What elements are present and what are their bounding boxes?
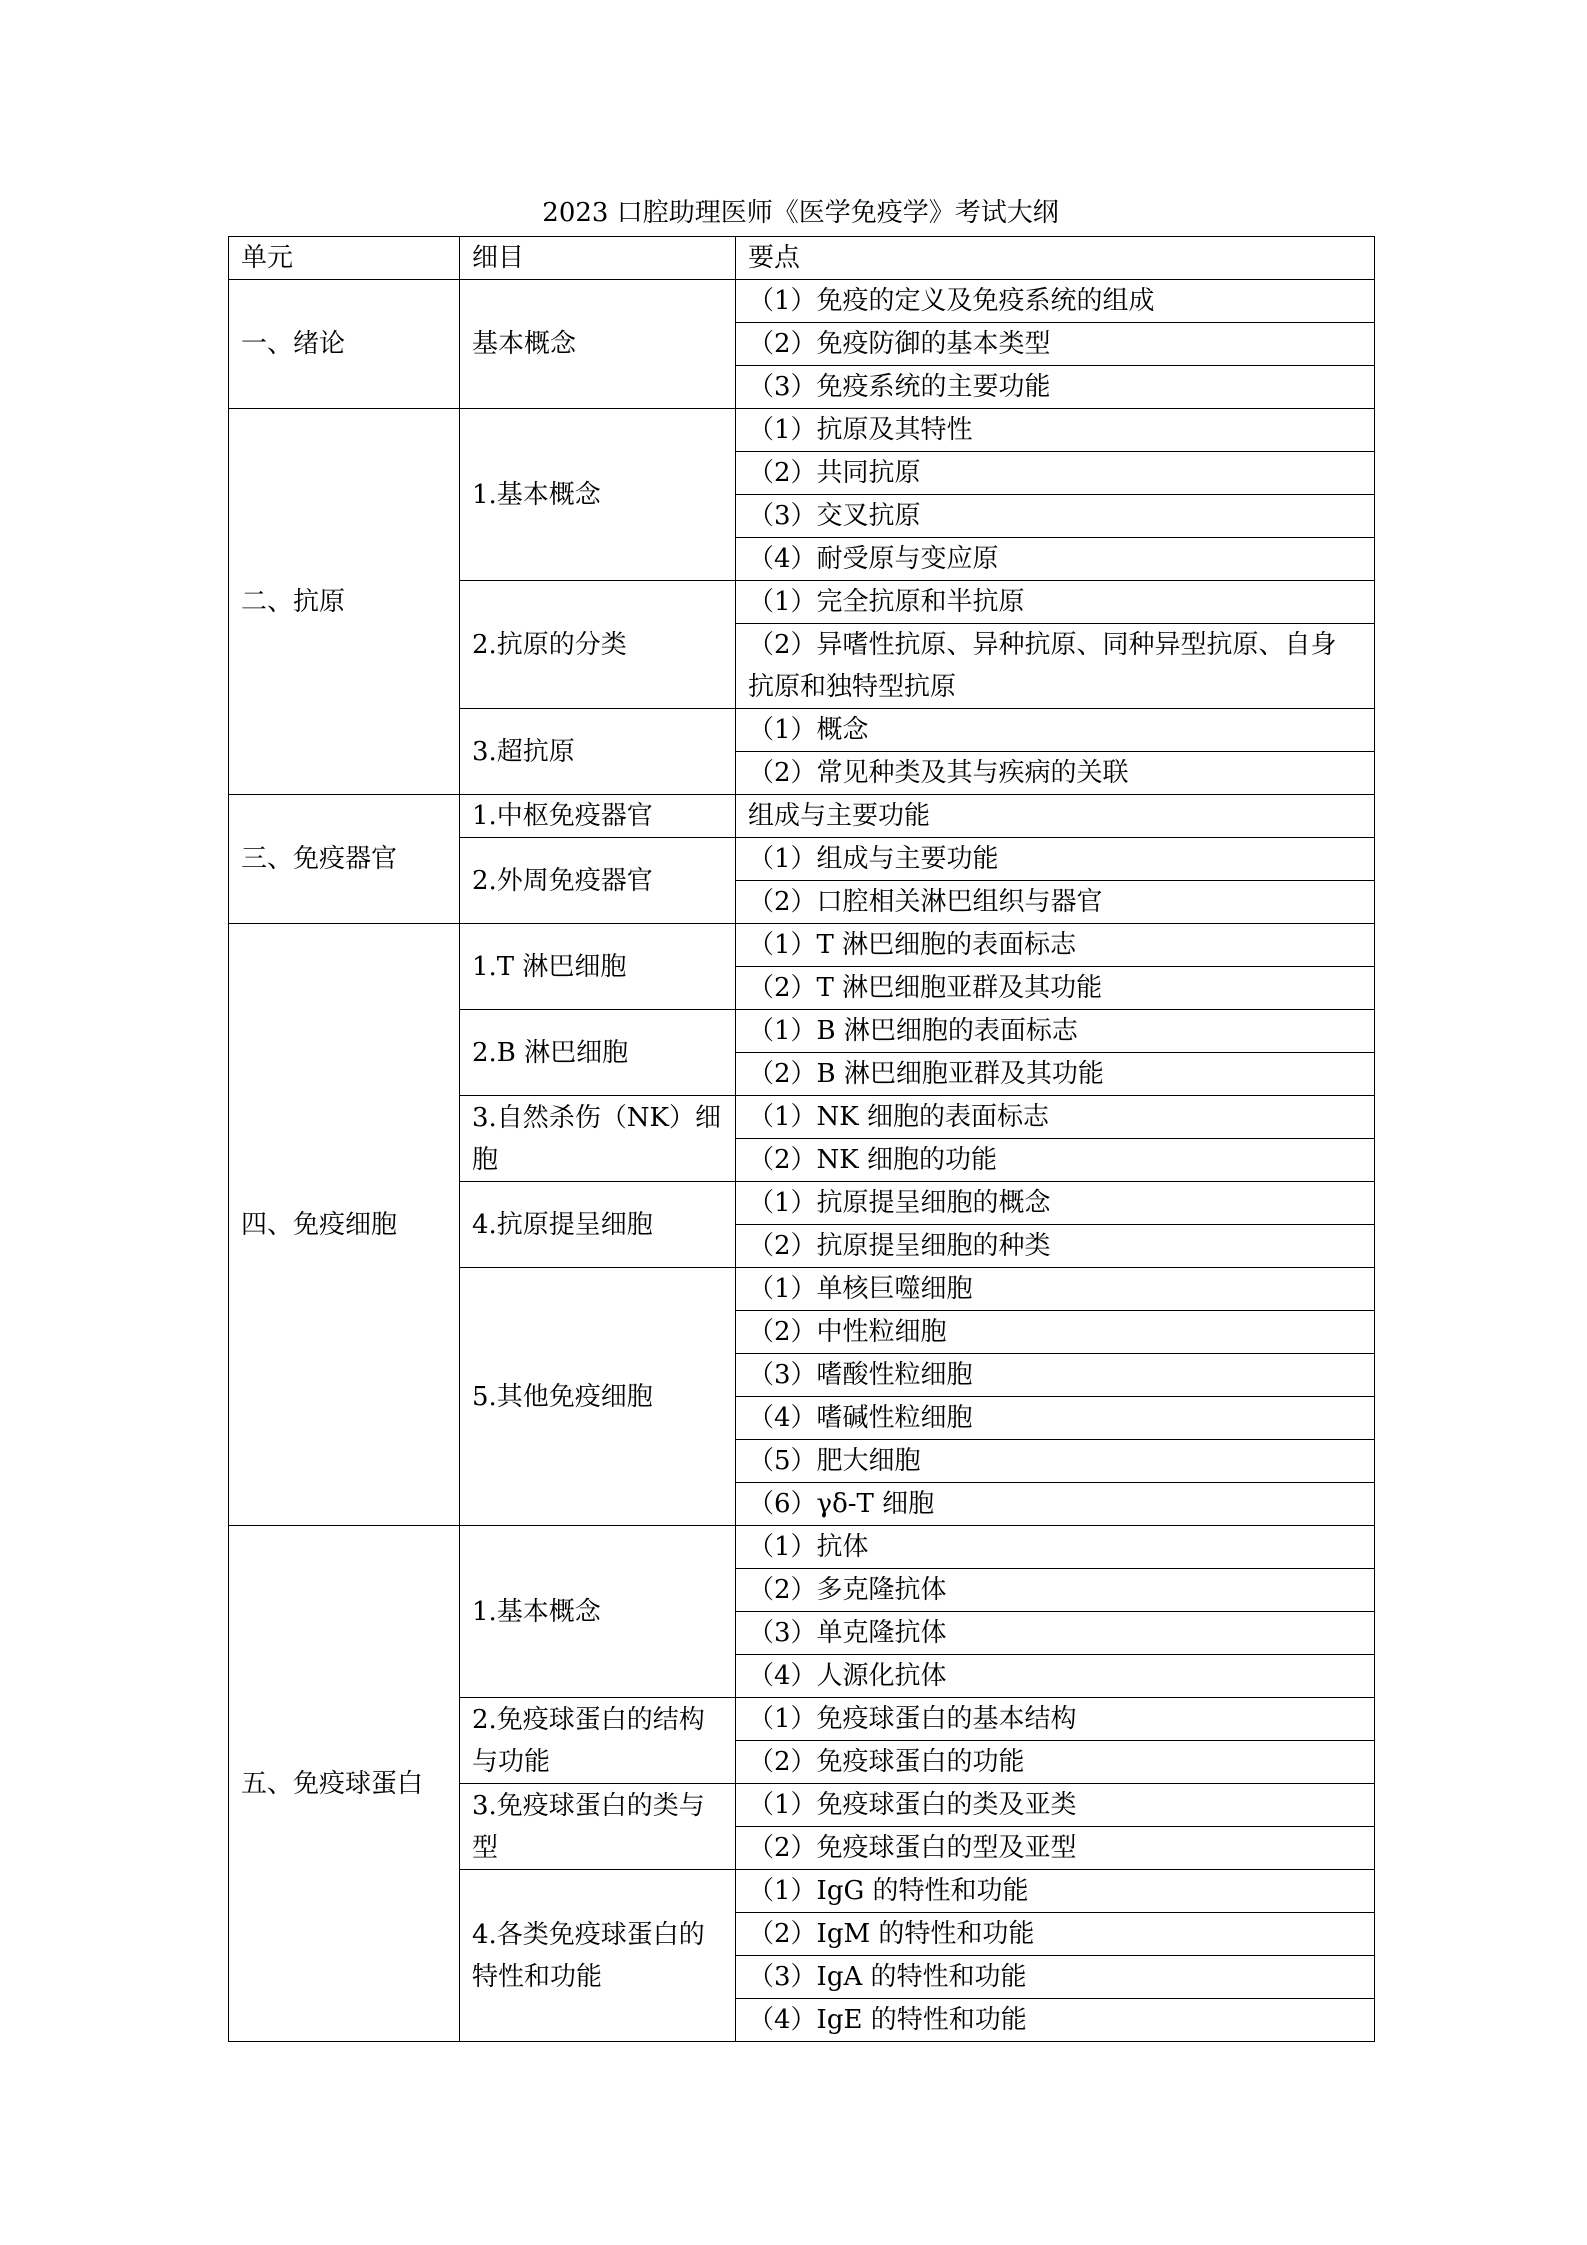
- unit-cell: 三、免疫器官: [229, 795, 460, 924]
- item-cell: 2.免疫球蛋白的结构与功能: [460, 1698, 736, 1784]
- point-cell: （1）单核巨噬细胞: [736, 1268, 1375, 1311]
- point-cell: （5）肥大细胞: [736, 1440, 1375, 1483]
- point-cell: （2）B 淋巴细胞亚群及其功能: [736, 1053, 1375, 1096]
- point-cell: （2）IgM 的特性和功能: [736, 1913, 1375, 1956]
- item-cell: 2.外周免疫器官: [460, 838, 736, 924]
- point-cell: （2）共同抗原: [736, 452, 1375, 495]
- point-cell: （2）T 淋巴细胞亚群及其功能: [736, 967, 1375, 1010]
- point-cell: （1）抗体: [736, 1526, 1375, 1569]
- unit-cell: 一、绪论: [229, 280, 460, 409]
- item-cell: 1.基本概念: [460, 1526, 736, 1698]
- point-cell: （2）免疫球蛋白的功能: [736, 1741, 1375, 1784]
- point-cell: （4）嗜碱性粒细胞: [736, 1397, 1375, 1440]
- point-cell: （1）抗原及其特性: [736, 409, 1375, 452]
- item-cell: 2.B 淋巴细胞: [460, 1010, 736, 1096]
- point-cell: （1）NK 细胞的表面标志: [736, 1096, 1375, 1139]
- point-cell: （3）免疫系统的主要功能: [736, 366, 1375, 409]
- point-cell: （2）中性粒细胞: [736, 1311, 1375, 1354]
- point-cell: （1）免疫球蛋白的基本结构: [736, 1698, 1375, 1741]
- item-cell: 2.抗原的分类: [460, 581, 736, 709]
- unit-cell: 二、抗原: [229, 409, 460, 795]
- item-cell: 5.其他免疫细胞: [460, 1268, 736, 1526]
- item-cell: 基本概念: [460, 280, 736, 409]
- point-cell: （1）T 淋巴细胞的表面标志: [736, 924, 1375, 967]
- outline-table: [228, 236, 1375, 2042]
- point-cell: （3）嗜酸性粒细胞: [736, 1354, 1375, 1397]
- header-points: 要点: [736, 237, 1375, 280]
- page-title: 2023 口腔助理医师《医学免疫学》考试大纲: [542, 198, 1059, 228]
- item-cell: 4.抗原提呈细胞: [460, 1182, 736, 1268]
- item-cell: 4.各类免疫球蛋白的特性和功能: [460, 1870, 736, 2042]
- point-cell: （3）单克隆抗体: [736, 1612, 1375, 1655]
- point-cell: （2）口腔相关淋巴组织与器官: [736, 881, 1375, 924]
- point-cell: （4）IgE 的特性和功能: [736, 1999, 1375, 2042]
- point-cell: （3）IgA 的特性和功能: [736, 1956, 1375, 1999]
- point-cell: 组成与主要功能: [736, 795, 1375, 838]
- header-row: [229, 237, 1375, 280]
- unit-cell: 四、免疫细胞: [229, 924, 460, 1526]
- item-cell: 1.基本概念: [460, 409, 736, 581]
- point-cell: （1）抗原提呈细胞的概念: [736, 1182, 1375, 1225]
- point-cell: （1）免疫球蛋白的类及亚类: [736, 1784, 1375, 1827]
- point-cell: （1）IgG 的特性和功能: [736, 1870, 1375, 1913]
- item-cell: 3.免疫球蛋白的类与型: [460, 1784, 736, 1870]
- header-item: 细目: [460, 237, 736, 280]
- point-cell: （4）人源化抗体: [736, 1655, 1375, 1698]
- table-row: [229, 409, 1375, 452]
- point-cell: （3）交叉抗原: [736, 495, 1375, 538]
- item-cell: 1.T 淋巴细胞: [460, 924, 736, 1010]
- header-unit: 单元: [229, 237, 460, 280]
- point-cell: （1）B 淋巴细胞的表面标志: [736, 1010, 1375, 1053]
- item-cell: 1.中枢免疫器官: [460, 795, 736, 838]
- point-cell: （2）多克隆抗体: [736, 1569, 1375, 1612]
- point-cell: （2）常见种类及其与疾病的关联: [736, 752, 1375, 795]
- point-cell: （2）NK 细胞的功能: [736, 1139, 1375, 1182]
- table-row: [229, 280, 1375, 323]
- point-cell: （2）免疫球蛋白的型及亚型: [736, 1827, 1375, 1870]
- point-cell: （6）γδ-T 细胞: [736, 1483, 1375, 1526]
- point-cell: （1）组成与主要功能: [736, 838, 1375, 881]
- table-row: [229, 795, 1375, 838]
- point-cell: （1）概念: [736, 709, 1375, 752]
- point-cell: （4）耐受原与变应原: [736, 538, 1375, 581]
- point-cell: （1）免疫的定义及免疫系统的组成: [736, 280, 1375, 323]
- item-cell: 3.超抗原: [460, 709, 736, 795]
- item-cell: 3.自然杀伤（NK）细胞: [460, 1096, 736, 1182]
- unit-cell: 五、免疫球蛋白: [229, 1526, 460, 2042]
- table-row: [229, 924, 1375, 967]
- outline-table-body: [229, 237, 1375, 2042]
- table-row: [229, 1526, 1375, 1569]
- point-cell: （2）异嗜性抗原、异种抗原、同种异型抗原、自身抗原和独特型抗原: [736, 624, 1375, 709]
- point-cell: （2）抗原提呈细胞的种类: [736, 1225, 1375, 1268]
- point-cell: （2）免疫防御的基本类型: [736, 323, 1375, 366]
- point-cell: （1）完全抗原和半抗原: [736, 581, 1375, 624]
